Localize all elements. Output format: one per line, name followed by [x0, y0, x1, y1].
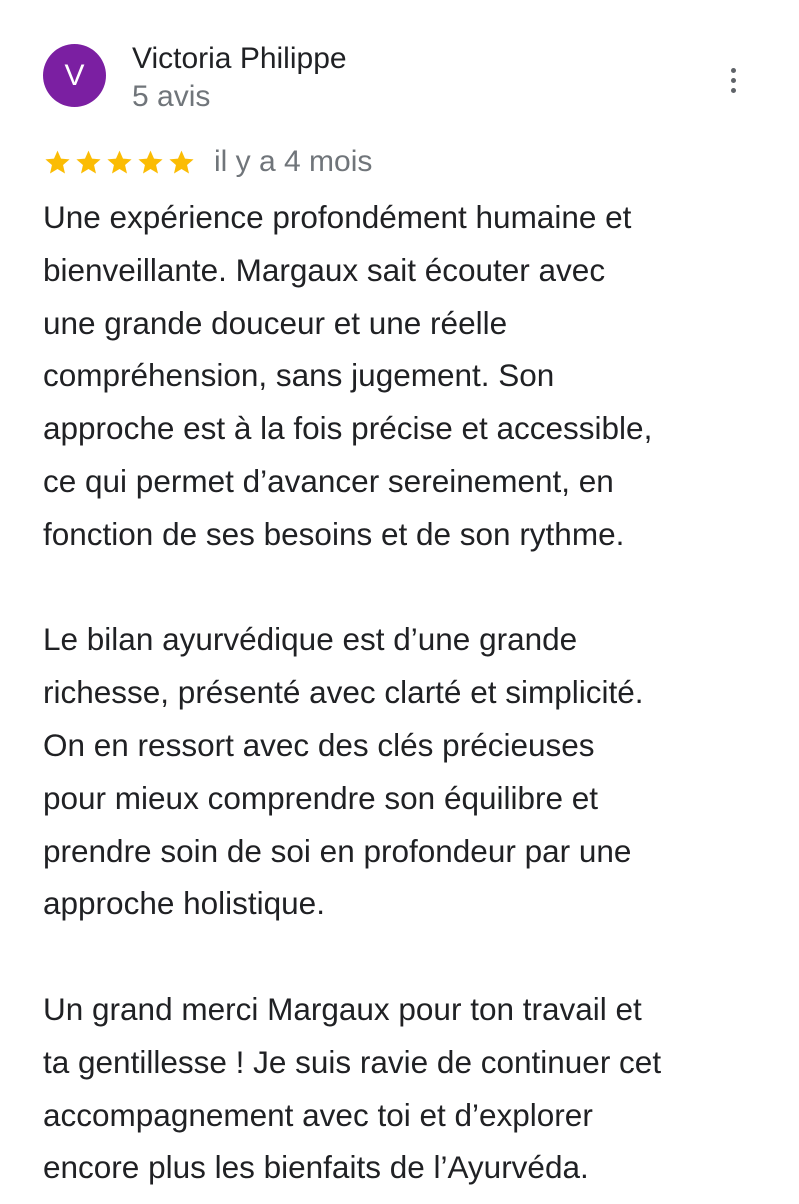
review-line: Un grand merci Margaux pour ton travail et: [43, 990, 642, 1027]
star-icon: [105, 148, 134, 177]
star-icon: [74, 148, 103, 177]
review-line: bienveillante. Margaux sait écouter avec: [43, 251, 606, 288]
review-line: richesse, présenté avec clarté et simplicité.: [43, 674, 644, 711]
review-line: accompagnement avec toi et d’explorer: [43, 1096, 593, 1133]
avatar[interactable]: [43, 44, 106, 107]
star-icon: [43, 148, 72, 177]
review-line: approche holistique.: [43, 885, 325, 922]
review-line: prendre soin de soi en profondeur par une: [43, 832, 632, 869]
review-date: il y a 4 mois: [214, 145, 373, 178]
star-rating: [43, 148, 196, 177]
star-icon: [167, 148, 196, 177]
review-line: ta gentillesse ! Je suis ravie de continuer cet: [43, 1043, 662, 1080]
paragraph-gap: [43, 930, 783, 983]
review-line: ce qui permet d’avancer sereinement, en: [43, 462, 614, 499]
avatar-letter: V: [64, 58, 85, 92]
review-line: pour mieux comprendre son équilibre et: [43, 779, 599, 816]
star-icon: [136, 148, 165, 177]
more-vert-icon: [731, 68, 736, 73]
review-text: [43, 191, 783, 1194]
review-line: fonction de ses besoins et de son rythme.: [43, 515, 625, 552]
reviewer-review-count: 5 avis: [132, 80, 211, 113]
review-line: On en ressort avec des clés précieuses: [43, 726, 595, 763]
review-line: encore plus les bienfaits de l’Ayurvéda.: [43, 1149, 589, 1186]
review-line: Une expérience profondément humaine et: [43, 199, 632, 235]
review-line: une grande douceur et une réelle: [43, 304, 508, 341]
rating-row: [43, 140, 372, 184]
review-line: compréhension, sans jugement. Son: [43, 357, 555, 394]
review-line: Le bilan ayurvédique est d’une grande: [43, 621, 578, 658]
paragraph-gap: [43, 561, 783, 614]
reviewer-name[interactable]: Victoria Philippe: [132, 42, 347, 75]
review-line: approche est à la fois précise et accessible,: [43, 410, 653, 447]
more-options-button[interactable]: [716, 60, 750, 100]
